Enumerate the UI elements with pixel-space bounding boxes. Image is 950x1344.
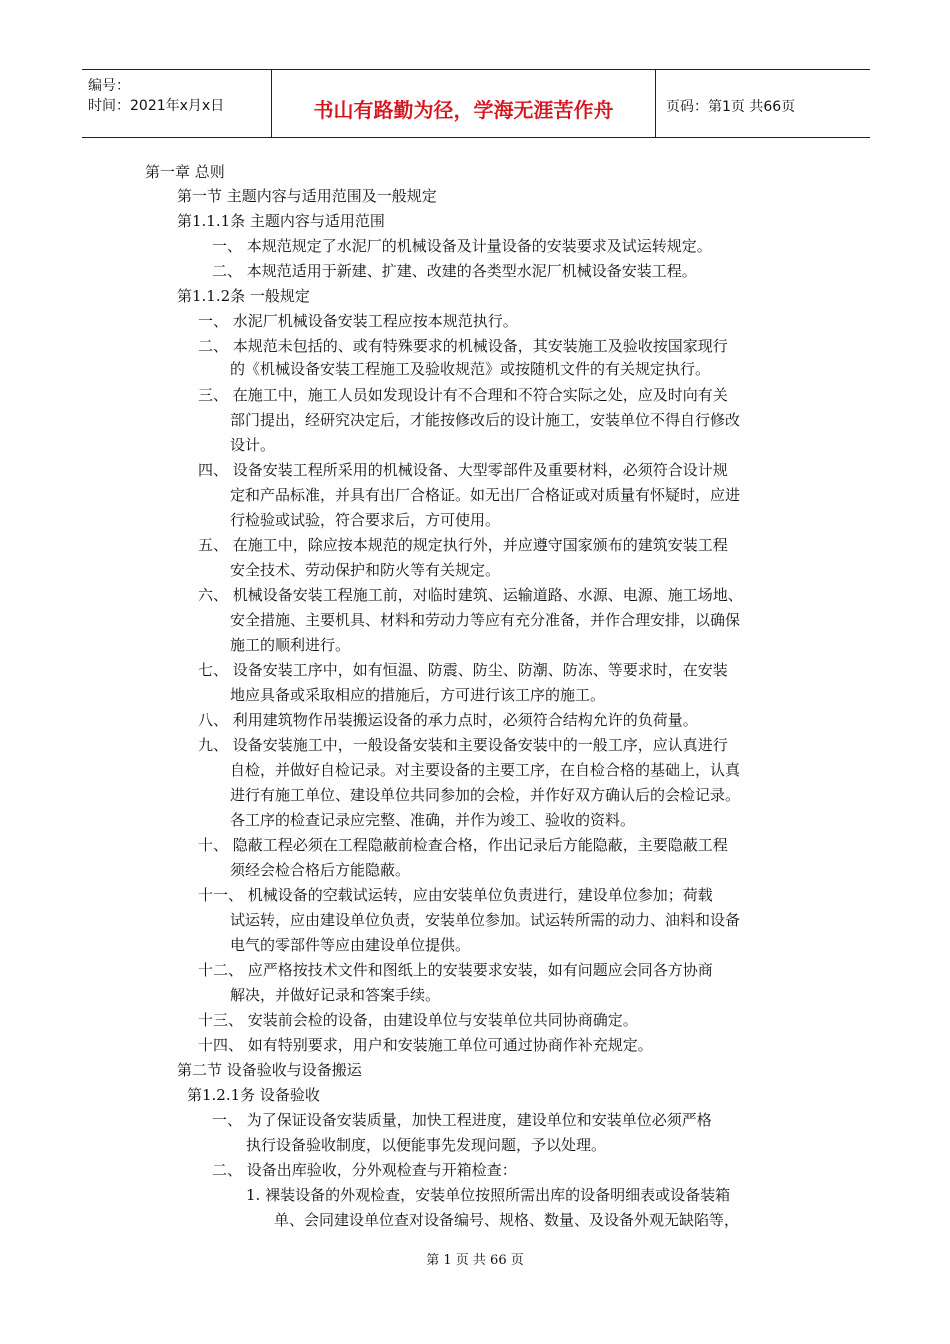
paragraph-line: 单、会同建设单位查对设备编号、规格、数量、及设备外观无缺陷等， (274, 1211, 740, 1229)
chapter-title: 第一章 总则 (145, 163, 225, 181)
paragraph-line: 十四、 如有特别要求，用户和安装施工单位可通过协商作补充规定。 (198, 1036, 653, 1054)
section-title: 第二节 设备验收与设备搬运 (177, 1061, 362, 1079)
article-title: 第1.2.1务 设备验收 (187, 1086, 320, 1104)
article-title: 第1.1.1条 主题内容与适用范围 (177, 212, 385, 230)
paragraph-line: 解决，并做好记录和答案手续。 (230, 986, 441, 1004)
paragraph-line: 地应具备或采取相应的措施后，方可进行该工序的施工。 (230, 686, 606, 704)
paragraph-line: 八、 利用建筑物作吊装搬运设备的承力点时，必须符合结构允许的负荷量。 (198, 711, 698, 729)
paragraph-line: 安全技术、劳动保护和防火等有关规定。 (230, 561, 501, 579)
paragraph-line: 十、 隐蔽工程必须在工程隐蔽前检查合格，作出记录后方能隐蔽，主要隐蔽工程 (198, 836, 728, 854)
paragraph-line: 安全措施、主要机具、材料和劳动力等应有充分准备，并作合理安排，以确保 (230, 611, 741, 629)
paragraph-line: 试运转，应由建设单位负责，安装单位参加。试运转所需的动力、油料和设备 (230, 911, 741, 929)
paragraph-line: 二、 本规范适用于新建、扩建、改建的各类型水泥厂机械设备安装工程。 (212, 262, 697, 280)
article-title: 第1.1.2条 一般规定 (177, 287, 310, 305)
paragraph-line: 四、 设备安装工程所采用的机械设备、大型零部件及重要材料，必须符合设计规 (198, 461, 728, 479)
paragraph-line: 六、 机械设备安装工程施工前，对临时建筑、运输道路、水源、电源、施工场地、 (198, 586, 743, 604)
paragraph-line: 三、 在施工中，施工人员如发现设计有不合理和不符合实际之处，应及时向有关 (198, 386, 728, 404)
paragraph-line: 各工序的检查记录应完整、准确，并作为竣工、验收的资料。 (230, 811, 636, 829)
paragraph-line: 的《机械设备安装工程施工及验收规范》或按随机文件的有关规定执行。 (230, 360, 711, 378)
paragraph-line: 七、 设备安装工序中，如有恒温、防震、防尘、防潮、防冻、等要求时，在安装 (198, 661, 728, 679)
paragraph-line: 一、 水泥厂机械设备安装工程应按本规范执行。 (198, 312, 518, 330)
paragraph-line: 自检，并做好自检记录。对主要设备的主要工序，在自检合格的基础上，认真 (230, 761, 741, 779)
paragraph-line: 二、 设备出库验收，分外观检查与开箱检查： (212, 1161, 517, 1179)
paragraph-line: 九、 设备安装施工中，一般设备安装和主要设备安装中的一般工序，应认真进行 (198, 736, 728, 754)
paragraph-line: 一、 为了保证设备安装质量，加快工程进度，建设单位和安装单位必须严格 (212, 1111, 712, 1129)
paragraph-line: 进行有施工单位、建设单位共同参加的会检，并作好双方确认后的会检记录。 (230, 786, 741, 804)
paragraph-line: 电气的零部件等应由建设单位提供。 (230, 936, 471, 954)
header-motto-cell (272, 70, 656, 137)
paragraph-line: 部门提出，经研究决定后，才能按修改后的设计施工，安装单位不得自行修改 (230, 411, 741, 429)
header-page-cell (656, 70, 870, 137)
page-footer: 第 1 页 共 66 页 (426, 1253, 524, 1268)
header-meta-cell (82, 70, 272, 137)
code-label: 编号： (88, 78, 130, 94)
paragraph-line: 十三、 安装前会检的设备，由建设单位与安装单位共同协商确定。 (198, 1011, 638, 1029)
page-header (82, 69, 870, 138)
paragraph-line: 十二、 应严格按技术文件和图纸上的安装要求安装，如有问题应会同各方协商 (198, 961, 713, 979)
paragraph-line: 十一、 机械设备的空载试运转，应由安装单位负责进行，建设单位参加；荷载 (198, 886, 713, 904)
paragraph-line: 一、 本规范规定了水泥厂的机械设备及计量设备的安装要求及试运转规定。 (212, 237, 712, 255)
motto-text: 书山有路勤为径，学海无涯苦作舟 (313, 98, 614, 122)
paragraph-line: 五、 在施工中，除应按本规范的规定执行外，并应遵守国家颁布的建筑安装工程 (198, 536, 728, 554)
page-info: 页码：第1页 共66页 (666, 99, 796, 115)
paragraph-line: 须经会检合格后方能隐蔽。 (230, 861, 411, 879)
paragraph-line: 执行设备验收制度，以便能事先发现问题，予以处理。 (246, 1136, 607, 1154)
paragraph-line: 行检验或试验，符合要求后，方可使用。 (230, 511, 501, 529)
list-item: 1. 裸装设备的外观检查，安装单位按照所需出库的设备明细表或设备装箱 (246, 1186, 731, 1204)
paragraph-line: 施工的顺利进行。 (230, 636, 351, 654)
section-title: 第一节 主题内容与适用范围及一般规定 (177, 187, 437, 205)
paragraph-line: 设计。 (230, 436, 276, 454)
paragraph-line: 二、 本规范未包括的、或有特殊要求的机械设备，其安装施工及验收按国家现行 (198, 337, 728, 355)
paragraph-line: 定和产品标准，并具有出厂合格证。如无出厂合格证或对质量有怀疑时，应进 (230, 486, 741, 504)
date-label: 时间：2021年x月x日 (88, 98, 225, 114)
